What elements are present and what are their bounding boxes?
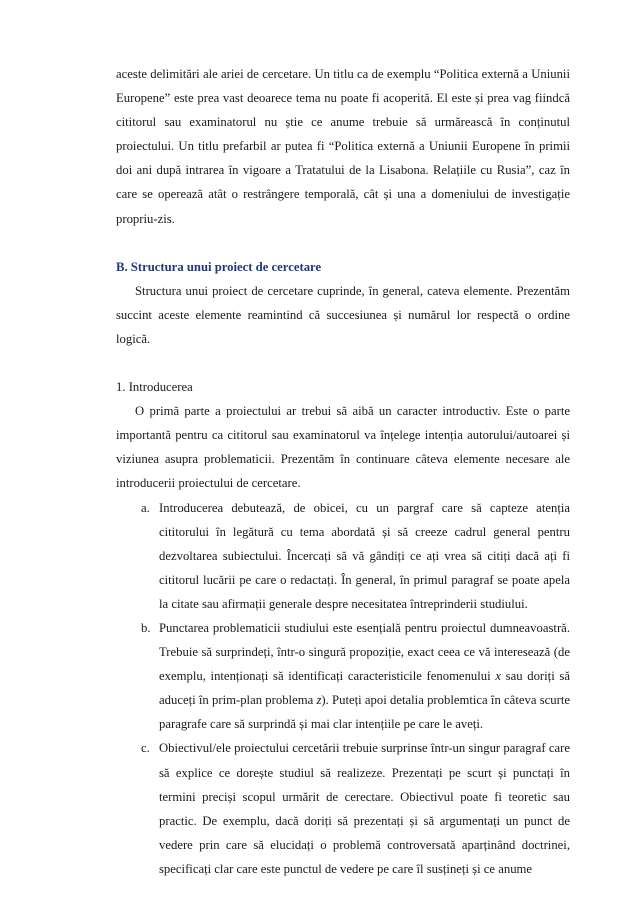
list-marker: a. xyxy=(141,500,150,515)
subsection-1-heading: 1. Introducerea xyxy=(116,380,193,395)
list-item xyxy=(116,616,570,736)
section-b-heading: B. Structura unui proiect de cercetare xyxy=(116,259,322,274)
list-item xyxy=(116,736,570,881)
variable-z: z xyxy=(316,693,322,708)
section-b-body: Structura unui proiect de cercetare cuprinde, în general, cateva elemente. Prezentăm succint aceste elemente reamintind că succesiunea și numărul lor respectă o ordine logică. xyxy=(116,283,570,346)
list-item-text: Introducerea debutează, de obicei, cu un pargraf care să capteze atenția cititorului în legătură cu tema abordată și să creeze cadrul general pentru dezvoltarea subiectului. Încercați să vă gândiți ce ați vrea să citiți dacă ați fi cititorul lucării pe care o redactați. În general, în primul paragraf se poate apela la citate sau afirmații generale despre necesitatea întreprinderii studiului. xyxy=(159,500,570,611)
list-item-text-part: ). Puteți apoi detalia problemtica în câteva scurte paragrafe care să surprindă și mai clar intențiile pe care le aveți. xyxy=(159,693,570,732)
document-body xyxy=(116,62,570,881)
list-item-text-part: Punctarea problematicii studiului este esențială pentru proiectul dumneavoastră. Trebuie să surprindeți, într-o singură propoziție, exact ceea ce vă interesează (de exemplu, intenționați să identificați caracteristicile fenomenului xyxy=(159,620,570,684)
list-marker: c. xyxy=(141,741,150,756)
list-item-text xyxy=(159,621,570,731)
introduction-elements-list xyxy=(116,496,570,882)
list-marker: b. xyxy=(141,620,151,635)
list-item-text-part: sau doriți să aduceți în prim-plan problema xyxy=(159,669,570,708)
subsection-1-body: O primă parte a proiectului ar trebui să aibă un caracter introductiv. Este o parte importantă pentru ca cititorul sau examinatorul va înțelege intenția autorului/autoarei și viziunea asupra problematicii. Prezentăm în continuare câteva elemente necesare ale introducerii proiectului de cercetare. xyxy=(116,404,570,491)
paragraph-title-discussion: aceste delimitări ale ariei de cercetare. Un titlu ca de exemplu “Politica externă a Uniunii Europene” este prea vast deoarece tema nu poate fi acoperită. El este și prea vag fiindcă cititorul sau examinatorul nu știe ce anume trebuie să urmărească în conținutul proiectului. Un titlu prefarbil ar putea fi “Politica externă a Uniunii Europene în primii doi ani după intrarea în vigoare a Tratatului de la Lisabona. Relațiile cu Rusia”, caz în care se operează atât o restrângere temporală, cât și una a domeniului de investigație propriu-zis. xyxy=(116,67,570,226)
paragraph-gap xyxy=(116,231,570,255)
variable-x: x xyxy=(495,669,501,684)
list-item-text: Obiectivul/ele proiectului cercetării trebuie surprinse într-un singur paragraf care să explice ce dorește studiul să realizeze. Prezentați pe scurt și punctați în termini preciși scopul urmărit de cerectare. Obiectivul poate fi teoretic sau practic. De exemplu, dacă doriți să prezentați și să argumentați un punct de vedere prin care să elucidați o problemă controversată aparținând doctrinei, specificați clar care este punctul de vedere pe care îl susțineți și ce anume xyxy=(159,741,570,876)
paragraph-gap xyxy=(116,351,570,375)
list-item xyxy=(116,496,570,616)
